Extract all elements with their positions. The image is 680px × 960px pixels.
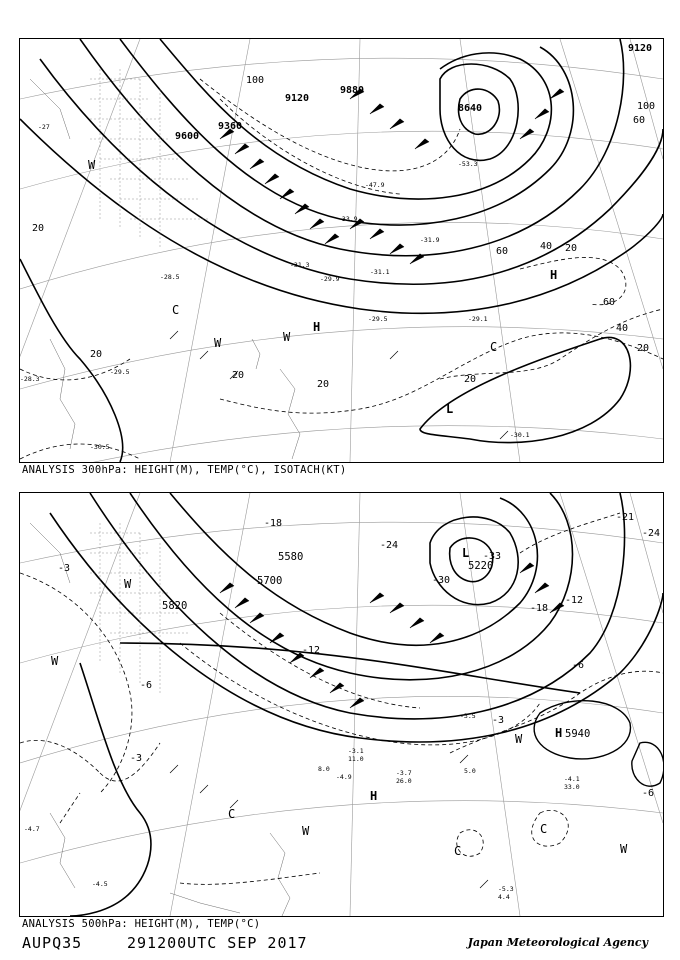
station-label: 33.0	[564, 783, 580, 791]
temp-contour-label: -24	[380, 540, 399, 551]
low-center: L	[446, 402, 454, 416]
temp-contour-label: -30	[432, 575, 451, 586]
temp-contour-label: -24	[642, 528, 661, 539]
isotach-contours	[20, 79, 663, 459]
map-500hpa	[20, 493, 663, 916]
temp-contour-label: -18	[264, 518, 283, 529]
temp-label: -31.1	[370, 268, 390, 276]
warm-center: W	[302, 824, 310, 838]
temp-label: -28.3	[20, 375, 40, 383]
station-label: -3.7	[396, 769, 412, 777]
low-center: L	[462, 546, 470, 560]
height-label: 9600	[175, 131, 200, 142]
station-label: 8.0	[318, 765, 330, 773]
height-label: 8640	[458, 103, 483, 114]
isotach-label: 20	[464, 374, 477, 385]
jet-core-hatching	[90, 69, 210, 249]
height-label: 5700	[257, 575, 283, 587]
high-center: H	[313, 320, 321, 334]
height-label: 9120	[285, 93, 310, 104]
agency-name: Japan Meteorological Agency	[467, 936, 648, 949]
station-label: -3.5	[460, 712, 476, 720]
temp-label: -29.5	[110, 368, 130, 376]
height-label: 9360	[218, 121, 243, 132]
map-300hpa	[20, 39, 663, 462]
temp-contour-label: -3	[130, 753, 143, 764]
station-label: -4.9	[336, 773, 352, 781]
temp-contours	[20, 513, 663, 884]
temp-label: -47.9	[365, 181, 385, 189]
warm-center: W	[214, 336, 222, 350]
high-center: H	[550, 268, 558, 282]
station-labels	[24, 712, 580, 901]
isotach-label: 20	[232, 370, 245, 381]
temp-contour-label: -3	[58, 563, 71, 574]
temp-label: -30.5	[90, 443, 110, 451]
warm-center: W	[515, 732, 523, 746]
station-label: 26.0	[396, 777, 412, 785]
temp-contour-label: -33	[483, 551, 502, 562]
isotach-label: 100	[246, 75, 265, 86]
height-label: 5220	[468, 560, 494, 572]
station-label: -4.5	[92, 880, 108, 888]
cold-center: C	[490, 340, 498, 354]
valid-time: 291200UTC SEP 2017	[127, 934, 308, 952]
isotach-label: 60	[633, 115, 646, 126]
chart-300hpa	[19, 38, 664, 463]
high-center: H	[555, 726, 563, 740]
temp-label: -29.9	[320, 275, 340, 283]
coastline	[30, 523, 290, 916]
temp-contour-label: -12	[565, 595, 584, 606]
warm-center: W	[620, 842, 628, 856]
isotach-label: 60	[496, 246, 509, 257]
station-label: 11.0	[348, 755, 364, 763]
cold-center: C	[454, 844, 462, 858]
pressure-centers	[88, 158, 557, 416]
temp-label: -30.1	[510, 431, 530, 439]
temp-label: -29.5	[368, 315, 388, 323]
high-center: H	[370, 789, 378, 803]
station-label: -5.3	[498, 885, 514, 893]
cold-center: C	[540, 822, 548, 836]
temp-contour-label: -6	[572, 660, 585, 671]
temp-label: -31.3	[290, 261, 310, 269]
isotach-label: 20	[565, 243, 578, 254]
isotach-label: 20	[317, 379, 330, 390]
low-contour	[420, 337, 630, 442]
height-label: 5940	[565, 728, 591, 740]
temp-contour-label: -6	[642, 788, 655, 799]
isotach-label: 60	[603, 297, 616, 308]
isotach-label: 100	[637, 101, 656, 112]
caption-300hpa: ANALYSIS 300hPa: HEIGHT(M), TEMP(°C), ISOTACH(KT)	[22, 464, 347, 476]
height-label: 9120	[628, 43, 653, 54]
caption-500hpa: ANALYSIS 500hPa: HEIGHT(M), TEMP(°C)	[22, 918, 261, 930]
temp-contour-label: -18	[530, 603, 549, 614]
wind-barbs	[170, 89, 564, 439]
height-label: 5820	[162, 600, 188, 612]
isotach-label: 20	[90, 349, 103, 360]
temp-contour-label: -6	[140, 680, 153, 691]
wind-barbs	[170, 563, 564, 888]
warm-center: W	[283, 330, 291, 344]
height-label: 9880	[340, 85, 365, 96]
station-label: -4.7	[24, 825, 40, 833]
isotach-label: 20	[637, 343, 650, 354]
cold-center: C	[228, 807, 236, 821]
temp-label: -53.3	[458, 160, 478, 168]
isotach-label: 20	[32, 223, 45, 234]
warm-center: W	[51, 654, 59, 668]
coastline	[30, 79, 300, 459]
temp-contour-label: -3	[492, 715, 505, 726]
height-label: 5580	[278, 551, 304, 563]
station-label: 4.4	[498, 893, 510, 901]
temp-label: -31.9	[420, 236, 440, 244]
temp-label: -33.9	[338, 215, 358, 223]
temp-contour-label: -21	[616, 512, 635, 523]
warm-center: W	[124, 577, 132, 591]
temp-label: -27	[38, 123, 50, 131]
high-contour	[632, 742, 663, 786]
temp-label: -28.5	[160, 273, 180, 281]
temp-contour-label: -12	[302, 645, 321, 656]
chart-500hpa	[19, 492, 664, 917]
station-label: 5.0	[464, 767, 476, 775]
temp-label: -29.1	[468, 315, 488, 323]
isotach-label: 40	[540, 241, 553, 252]
cold-center: C	[172, 303, 180, 317]
product-code: AUPQ35	[22, 934, 83, 952]
station-label: -4.1	[564, 775, 580, 783]
isotach-labels	[32, 75, 655, 390]
warm-center: W	[88, 158, 96, 172]
station-label: -3.1	[348, 747, 364, 755]
graticule	[20, 493, 663, 916]
isotach-label: 40	[616, 323, 629, 334]
